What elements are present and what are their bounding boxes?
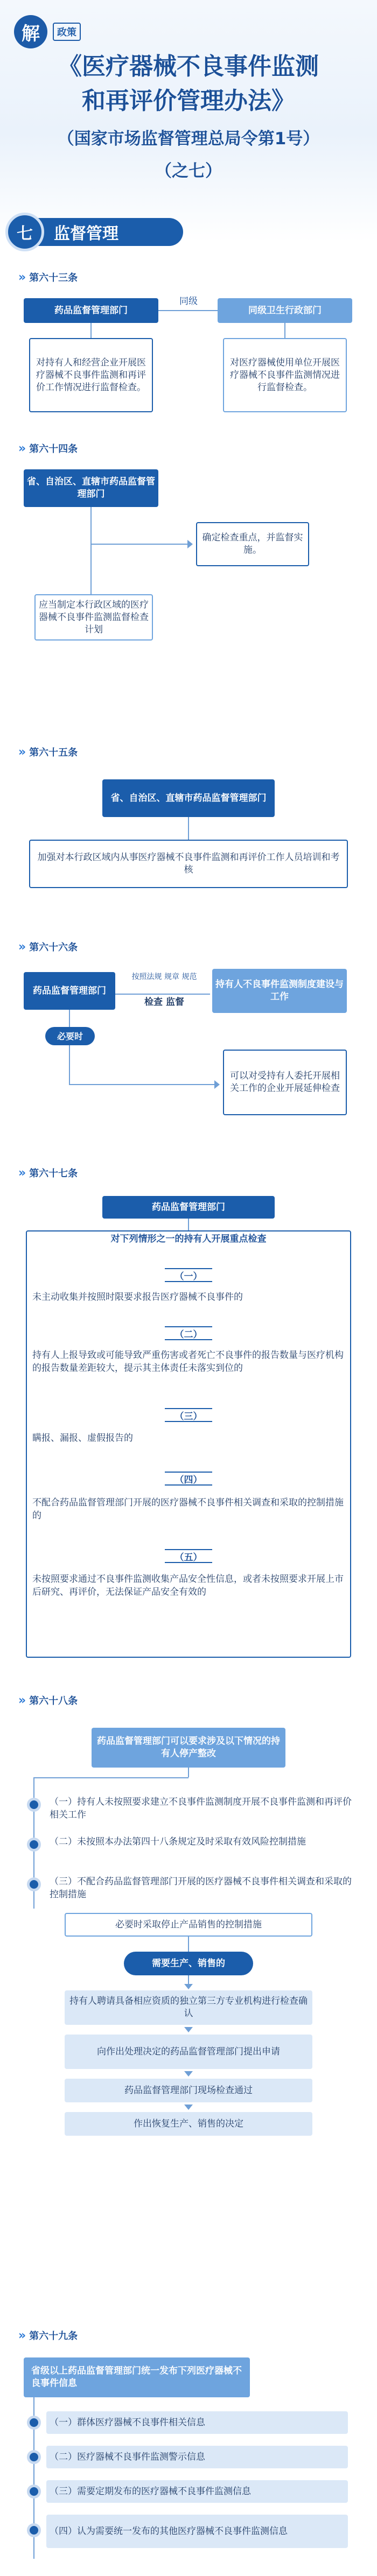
connector-line bbox=[158, 310, 218, 311]
logo-mark: 解 bbox=[14, 15, 47, 48]
chapter-title: 监督管理 bbox=[36, 218, 183, 246]
a66-basis: 按照法规 规章 规范 bbox=[131, 973, 197, 981]
connector-line bbox=[69, 1010, 70, 1085]
a66-right: 持有人不良事件监测制度建设与工作 bbox=[212, 969, 347, 1013]
article-66-label: 第六十六条 bbox=[29, 942, 78, 953]
connector-line bbox=[33, 1777, 188, 1778]
a68-resume-label: 需要生产、销售的 bbox=[124, 1952, 253, 1975]
header-banner bbox=[0, 0, 377, 242]
a67-item5: 未按照要求通过不良事件监测收集产品安全性信息，或者未按照要求开展上市后研究、再评价，无法保证产品安全有效的 bbox=[32, 1574, 344, 1597]
a63-right-body: 对医疗器械使用单位开展医疗器械不良事件监测情况进行监督检查。 bbox=[223, 338, 347, 412]
a69-item4-text: 认为需要统一发布的其他医疗器械不良事件监测信息 bbox=[77, 2525, 288, 2537]
a68-step1: 持有人聘请具备相应资质的独立第三方专业机构进行检查确认 bbox=[65, 1990, 312, 2025]
a69-item1 bbox=[46, 2411, 348, 2434]
a66-left: 药品监督管理部门 bbox=[24, 972, 115, 1010]
a68-item2-num: （二） bbox=[50, 1836, 77, 1847]
bullet-icon bbox=[27, 2523, 41, 2537]
title-line-2: 和再评价管理办法》 bbox=[82, 87, 295, 115]
a67-item3: 瞒报、漏报、虚假报告的 bbox=[32, 1433, 133, 1444]
article-68-label: 第六十八条 bbox=[29, 1695, 78, 1707]
a66-extend: 可以对受持有人委托开展相关工作的企业开展延伸检查 bbox=[223, 1050, 347, 1115]
a69-item3-num: （三） bbox=[50, 2486, 77, 2497]
chevron-right-icon: ›› bbox=[18, 1166, 24, 1180]
connector-line bbox=[90, 507, 92, 594]
connector-line bbox=[188, 817, 189, 840]
article-67-label: 第六十七条 bbox=[29, 1168, 78, 1179]
page-subtitle: （国家市场监督管理总局令第1号） bbox=[57, 129, 320, 149]
part-label: （之七） bbox=[155, 161, 222, 181]
a67-intro: 对下列情形之一的持有人开展重点检查 bbox=[110, 1234, 267, 1244]
a67-dept: 药品监督管理部门 bbox=[102, 1196, 275, 1219]
arrow-right-icon bbox=[187, 540, 193, 548]
bullet-icon bbox=[27, 1798, 41, 1812]
a63-same-level: 同级 bbox=[179, 296, 198, 307]
bullet-icon bbox=[27, 2484, 41, 2498]
connector-line bbox=[90, 544, 187, 545]
connector-line bbox=[188, 1937, 189, 1952]
a68-step4: 作出恢复生产、销售的决定 bbox=[65, 2112, 312, 2136]
article-67-heading bbox=[18, 1166, 78, 1180]
bullet-icon bbox=[27, 2450, 41, 2464]
article-68-heading bbox=[18, 1693, 78, 1707]
chevron-right-icon: ›› bbox=[18, 1693, 24, 1707]
connector-line bbox=[188, 1768, 189, 1777]
a69-item2 bbox=[46, 2446, 348, 2468]
chapter-heading bbox=[5, 215, 183, 249]
article-65-heading bbox=[18, 745, 78, 759]
connector-line bbox=[69, 1084, 214, 1085]
a68-item1-num: （一） bbox=[50, 1797, 77, 1807]
article-69-label: 第六十九条 bbox=[29, 2331, 78, 2342]
a68-step2: 向作出处理决定的药品监督管理部门提出申请 bbox=[65, 2035, 312, 2069]
connector-line bbox=[284, 323, 285, 338]
a65-bottom: 加强对本行政区域内从事医疗器械不良事件监测和再评价工作人员培训和考核 bbox=[29, 840, 348, 888]
a64-side: 确定检查重点，并监督实施。 bbox=[196, 522, 309, 566]
a68-item1-text: 持有人未按照要求建立不良事件监测制度开展不良事件监测和再评价相关工作 bbox=[50, 1797, 352, 1820]
a69-item2-num: （二） bbox=[50, 2451, 77, 2462]
a68-item3-num: （三） bbox=[50, 1876, 77, 1887]
a67-item1: 未主动收集并按照时限要求报告医疗器械不良事件的 bbox=[32, 1292, 243, 1303]
chevron-right-icon: ›› bbox=[18, 940, 24, 954]
article-66-heading bbox=[18, 940, 78, 954]
article-63-label: 第六十三条 bbox=[29, 272, 78, 284]
logo bbox=[14, 15, 81, 48]
connector-line bbox=[188, 1219, 189, 1230]
page-title bbox=[0, 50, 377, 118]
article-69-heading bbox=[18, 2328, 78, 2342]
a67-item2: 持有人上报导致或可能导致严重伤害或者死亡不良事件的报告数量与医疗机构的报告数量差距较大，提示其主体责任未落实到位的 bbox=[32, 1350, 344, 1374]
a69-item4 bbox=[46, 2515, 348, 2548]
a68-item3 bbox=[50, 1875, 357, 1901]
article-64-heading bbox=[18, 441, 78, 455]
article-64-label: 第六十四条 bbox=[29, 444, 78, 455]
a63-left-body: 对持有人和经营企业开展医疗器械不良事件监测和再评价工作情况进行监督检查。 bbox=[29, 338, 153, 412]
a69-top: 省级以上药品监督管理部门统一发布下列医疗器械不良事件信息 bbox=[24, 2357, 250, 2397]
arrow-down-icon bbox=[184, 2027, 193, 2032]
chevron-right-icon: ›› bbox=[18, 745, 24, 759]
a68-item2-text: 未按照本办法第四十八条规定及时采取有效风险控制措施 bbox=[77, 1836, 306, 1847]
arrow-down-icon bbox=[184, 2071, 193, 2077]
arrow-down-icon bbox=[184, 2105, 193, 2110]
arrow-right-icon bbox=[214, 1080, 220, 1089]
a69-item1-text: 群体医疗器械不良事件相关信息 bbox=[77, 2417, 205, 2428]
a67-item4-num: （四） bbox=[165, 1472, 212, 1486]
article-63-heading bbox=[18, 270, 78, 284]
a69-item4-num: （四） bbox=[50, 2525, 77, 2537]
a64-top: 省、自治区、直辖市药品监督管理部门 bbox=[24, 469, 158, 507]
a68-item3-text: 不配合药品监督管理部门开展的医疗器械不良事件相关调查和采取的控制措施 bbox=[50, 1876, 352, 1900]
a66-when: 必要时 bbox=[45, 1027, 95, 1045]
a67-item4: 不配合药品监督管理部门开展的医疗器械不良事件相关调查和采取的控制措施的 bbox=[32, 1497, 344, 1521]
a63-left-head: 药品监督管理部门 bbox=[24, 298, 158, 323]
chapter-number: 七 bbox=[5, 213, 44, 251]
arrow-down-icon bbox=[184, 1984, 193, 1989]
a67-item3-num: （三） bbox=[165, 1408, 212, 1422]
a67-item1-num: （一） bbox=[165, 1268, 212, 1282]
a69-item2-text: 医疗器械不良事件监测警示信息 bbox=[77, 2451, 205, 2462]
a63-right-head: 同级卫生行政部门 bbox=[218, 298, 352, 323]
a65-top: 省、自治区、直辖市药品监督管理部门 bbox=[102, 779, 275, 817]
a68-item1 bbox=[50, 1796, 357, 1821]
bullet-icon bbox=[27, 1838, 41, 1852]
a69-item3-text: 需要定期发布的医疗器械不良事件监测信息 bbox=[77, 2486, 251, 2497]
a68-also: 必要时采取停止产品销售的控制措施 bbox=[65, 1913, 312, 1937]
a69-item1-num: （一） bbox=[50, 2417, 77, 2428]
chevron-right-icon: ›› bbox=[18, 270, 24, 284]
a68-top: 药品监督管理部门可以要求涉及以下情况的持有人停产整改 bbox=[92, 1728, 285, 1768]
bullet-icon bbox=[27, 1877, 41, 1891]
chevron-right-icon: ›› bbox=[18, 441, 24, 455]
connector-line bbox=[90, 323, 92, 338]
title-line-1: 《医疗器械不良事件监测 bbox=[58, 53, 319, 80]
article-65-label: 第六十五条 bbox=[29, 747, 78, 758]
chevron-right-icon: ›› bbox=[18, 2328, 24, 2342]
a68-step3: 药品监督管理部门现场检查通过 bbox=[65, 2079, 312, 2102]
a67-item5-num: （五） bbox=[165, 1549, 212, 1563]
a64-bottom: 应当制定本行政区域的医疗器械不良事件监测监督检查计划 bbox=[34, 594, 153, 641]
connector-line bbox=[115, 994, 210, 995]
a66-action: 检查 监督 bbox=[144, 997, 184, 1008]
bullet-icon bbox=[27, 2416, 41, 2430]
a67-item2-num: （二） bbox=[165, 1326, 212, 1340]
a69-item3 bbox=[46, 2480, 348, 2503]
a68-item2 bbox=[50, 1835, 357, 1848]
logo-text: 政策 bbox=[53, 23, 81, 41]
